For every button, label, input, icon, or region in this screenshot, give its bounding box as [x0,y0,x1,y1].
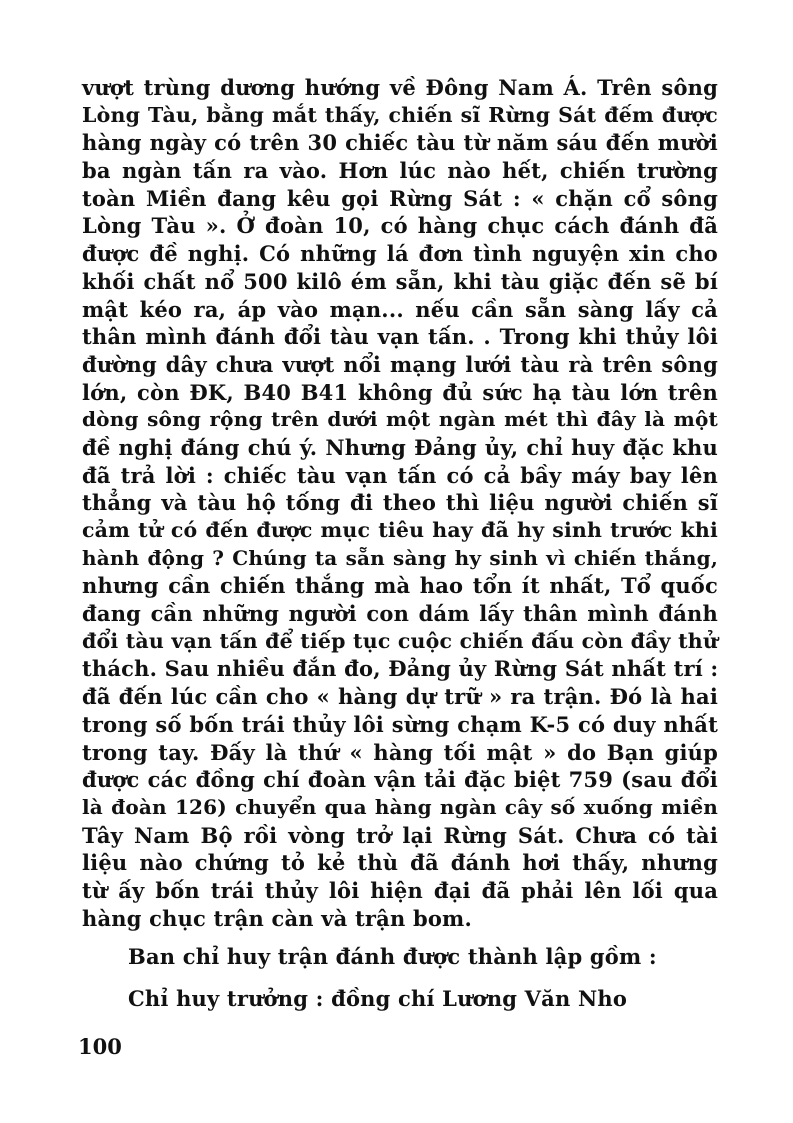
text-line: thách. Sau nhiều đắn đo, Đảng ủy Rừng Sát nhất trí : [82,656,719,682]
text-line: nhưng cần chiến thắng mà hao tổn ít nhất, Tổ quốc [82,573,718,599]
commander-line: Chỉ huy trưởng : đồng chí Lương Văn Nho [128,986,628,1011]
command-board-heading: Ban chỉ huy trận đánh được thành lập gồm : [128,944,657,969]
text-line: thân mình đánh đổi tàu vạn tấn. . Trong khi thủy lôi [82,324,718,350]
text-line: đề nghị đáng chú ý. Nhưng Đảng ủy, chỉ huy đặc khu [82,434,718,460]
text-line: trong tay. Đấy là thứ « hàng tối mật » do Bạn giúp [82,739,718,765]
text-line: thẳng và tàu hộ tống đi theo thì liệu người chiến sĩ [82,490,718,516]
command-board-section [128,936,718,1020]
text-line: khối chất nổ 500 kilô ém sẵn, khi tàu giặc đến sẽ bí [82,268,718,294]
text-line: mật kéo ra, áp vào mạn... nếu cần sẵn sàng lấy cả [82,296,718,322]
text-line: đang cần những người con dám lấy thân mình đánh [82,601,718,627]
text-line: toàn Miền đang kêu gọi Rừng Sát : « chặn cổ sông [82,185,718,211]
text-line: dòng sông rộng trên dưới một ngàn mét thì đây là một [82,407,718,432]
text-line: được đề nghị. Có những lá đơn tình nguyện xin cho [82,241,718,267]
text-line: trong số bốn trái thủy lôi sừng chạm K-5 có duy nhất [82,711,718,737]
paragraph-main [82,74,718,932]
text-line: hành động ? Chúng ta sẵn sàng hy sinh vì chiến thắng, [82,545,718,570]
text-line: đường dây chưa vượt nổi mạng lưới tàu rà trên sông [82,351,718,377]
text-line: hàng ngày có trên 30 chiếc tàu từ năm sáu đến mười [82,130,718,156]
text-line: hàng chục trận càn và trận bom. [82,905,472,931]
text-line: đã đến lúc cần cho « hàng dự trữ » ra trận. Đó là hai [82,684,718,710]
text-line: đổi tàu vạn tấn để tiếp tục cuộc chiến đấu còn đầy thử [82,628,718,653]
text-line: lớn, còn ĐK, B40 B41 không đủ sức hạ tàu lớn trên [82,379,718,405]
text-line: đã trả lời : chiếc tàu vạn tấn có cả bầy máy bay lên [82,462,718,488]
text-line: cảm tử có đến được mục tiêu hay đã hy sinh trước khi [82,518,718,542]
text-line: Lòng Tàu, bằng mắt thấy, chiến sĩ Rừng Sát đếm được [82,102,718,127]
text-line: từ ấy bốn trái thủy lôi hiện đại đã phải lên lối qua [82,877,718,903]
text-line: vượt trùng dương hướng về Đông Nam Á. Trên sông [82,75,718,100]
text-line: là đoàn 126) chuyển qua hàng ngàn cây số xuống miền [82,794,718,819]
text-line: ba ngàn tấn ra vào. Hơn lúc nào hết, chiến trường [82,158,718,184]
text-line: được các đồng chí đoàn vận tải đặc biệt 759 (sau đổi [82,767,718,793]
text-line: liệu nào chứng tỏ kẻ thù đã đánh hơi thấy, nhưng [82,850,718,876]
text-line: Lòng Tàu ». Ở đoàn 10, có hàng chục cách đánh đã [82,213,718,239]
page-number: 100 [78,1034,122,1059]
text-line: Tây Nam Bộ rồi vòng trở lại Rừng Sát. Chưa có tài [82,822,718,848]
